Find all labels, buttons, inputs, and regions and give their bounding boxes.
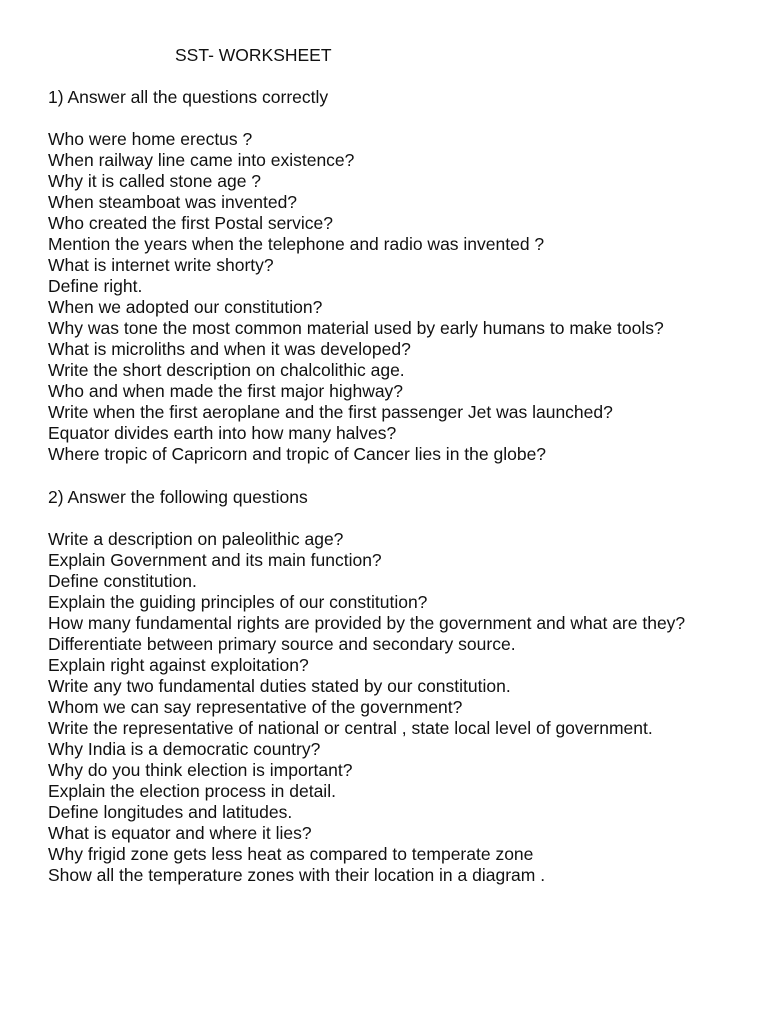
question-item: Why frigid zone gets less heat as compared to temperate zone [48, 844, 534, 864]
question-item: Differentiate between primary source and secondary source. [48, 634, 516, 654]
question-item: Equator divides earth into how many halves? [48, 423, 397, 443]
question-item: Why do you think election is important? [48, 760, 353, 780]
question-item: Whom we can say representative of the government? [48, 697, 463, 717]
question-item: Explain the election process in detail. [48, 781, 336, 801]
question-item: Write when the first aeroplane and the first passenger Jet was launched? [48, 402, 613, 422]
question-item: What is internet write shorty? [48, 255, 274, 275]
question-item: Write the representative of national or central , state local level of government. [48, 718, 653, 738]
question-item: Explain right against exploitation? [48, 655, 309, 675]
section-2 [48, 487, 748, 886]
page-title: SST- WORKSHEET [175, 45, 332, 65]
question-item: Explain Government and its main function? [48, 550, 382, 570]
question-item: What is microliths and when it was developed? [48, 339, 411, 359]
question-item: Show all the temperature zones with their location in a diagram . [48, 865, 546, 885]
section-2-heading: 2) Answer the following questions [48, 487, 308, 507]
question-item: Mention the years when the telephone and radio was invented ? [48, 234, 545, 254]
question-item: Define longitudes and latitudes. [48, 802, 293, 822]
question-item: How many fundamental rights are provided by the government and what are they? [48, 613, 686, 633]
question-item: When we adopted our constitution? [48, 297, 323, 317]
question-item: Write any two fundamental duties stated by our constitution. [48, 676, 511, 696]
question-item: Why India is a democratic country? [48, 739, 321, 759]
question-item: Why it is called stone age ? [48, 171, 262, 191]
section-1-heading: 1) Answer all the questions correctly [48, 87, 329, 107]
question-item: What is equator and where it lies? [48, 823, 312, 843]
question-item: Define right. [48, 276, 143, 296]
section-2-questions [48, 529, 748, 886]
question-item: When railway line came into existence? [48, 150, 355, 170]
section-1-questions [48, 129, 748, 465]
question-item: When steamboat was invented? [48, 192, 298, 212]
question-item: Define constitution. [48, 571, 197, 591]
question-item: Write the short description on chalcolithic age. [48, 360, 405, 380]
question-item: Who and when made the first major highway? [48, 381, 404, 401]
question-item: Why was tone the most common material used by early humans to make tools? [48, 318, 664, 338]
question-item: Explain the guiding principles of our constitution? [48, 592, 428, 612]
question-item: Write a description on paleolithic age? [48, 529, 344, 549]
question-item: Who created the first Postal service? [48, 213, 333, 233]
section-1 [48, 87, 748, 465]
question-item: Where tropic of Capricorn and tropic of Cancer lies in the globe? [48, 444, 547, 464]
question-item: Who were home erectus ? [48, 129, 253, 149]
